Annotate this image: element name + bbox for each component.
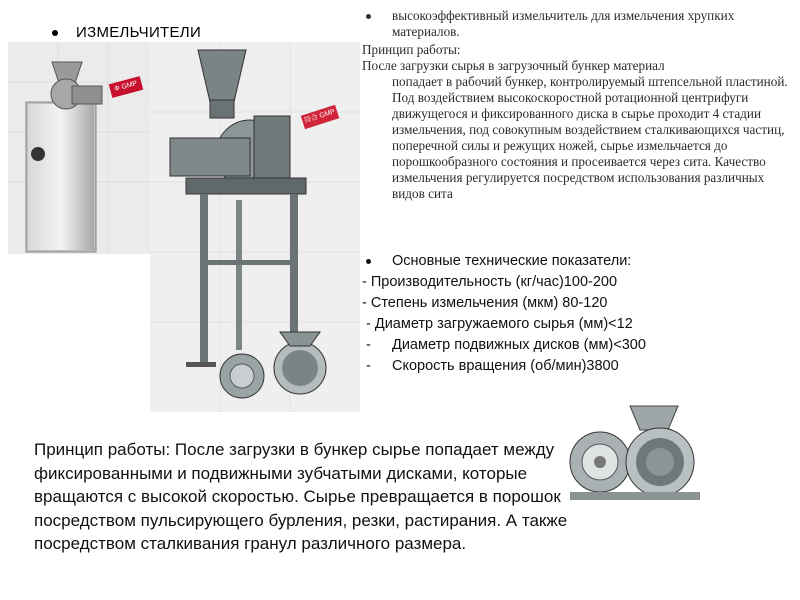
spec-line: - Степень измельчения (мкм) 80-120 <box>362 295 608 311</box>
dash-marker: - <box>366 358 371 374</box>
dash-marker: - <box>366 337 371 353</box>
header-title: ИЗМЕЛЬЧИТЕЛИ <box>76 24 202 41</box>
description-bullet-text: высокоэффективный измельчитель для измельчения хрупких материалов. <box>392 8 735 39</box>
gmp-badge-2: 符合 GMP <box>301 105 340 129</box>
spec-line: - Производительность (кг/час)100-200 <box>362 274 618 290</box>
bullet-icon <box>366 259 371 264</box>
description-bullet <box>362 8 792 40</box>
specs-heading-text: Основные технические показатели: <box>392 253 632 269</box>
principle-first-line: После загрузки сырья в загрузочный бункер материал <box>362 58 665 73</box>
large-mill-illustration <box>150 42 360 412</box>
spec-line <box>362 335 792 356</box>
principle-text: попадает в рабочий бункер, контролируемый штепсельной пластиной. Под воздействием высокоскоростной ротационной центрифуги движущегося и фиксированного диска в сырье проходит 4 стадии измельчения, под совокупным воздействием сталкивающихся частиц, поперечной силы и режущих ножей, сырье измельчается до порошкообразного состояния и просеивается через сита. Качество измельчения регулируется посредством использования различных видов сита <box>392 74 788 201</box>
photo-small-mill <box>8 42 158 254</box>
specs-heading <box>362 251 792 272</box>
specs-list <box>362 251 792 377</box>
principle-heading: Принцип работы: <box>362 42 461 57</box>
small-mill-illustration <box>8 42 158 254</box>
gmp-badge: Ф GMP <box>109 76 144 98</box>
bullet-icon <box>366 14 371 19</box>
description-column <box>362 8 792 202</box>
bullet-icon <box>52 30 58 36</box>
spec-line-text: Скорость вращения (об/мин)3800 <box>392 358 619 374</box>
spec-line-text: Диаметр подвижных дисков (мм)<300 <box>392 337 646 353</box>
bottom-paragraph: Принцип работы: После загрузки в бункер сырье попадает между фиксированными и подвижными зубчатыми дисками, которые вращаются с высокой скоростью. Сырье превращается в порошок посредством пульсирующего бурления, резки, растирания. А также посредством сталкивания гранул различного размера. <box>34 440 568 553</box>
spec-line: - Диаметр загружаемого сырья (мм)<12 <box>362 316 633 332</box>
spec-line <box>362 356 792 377</box>
photo-large-mill <box>150 42 360 412</box>
section-header <box>52 24 201 41</box>
